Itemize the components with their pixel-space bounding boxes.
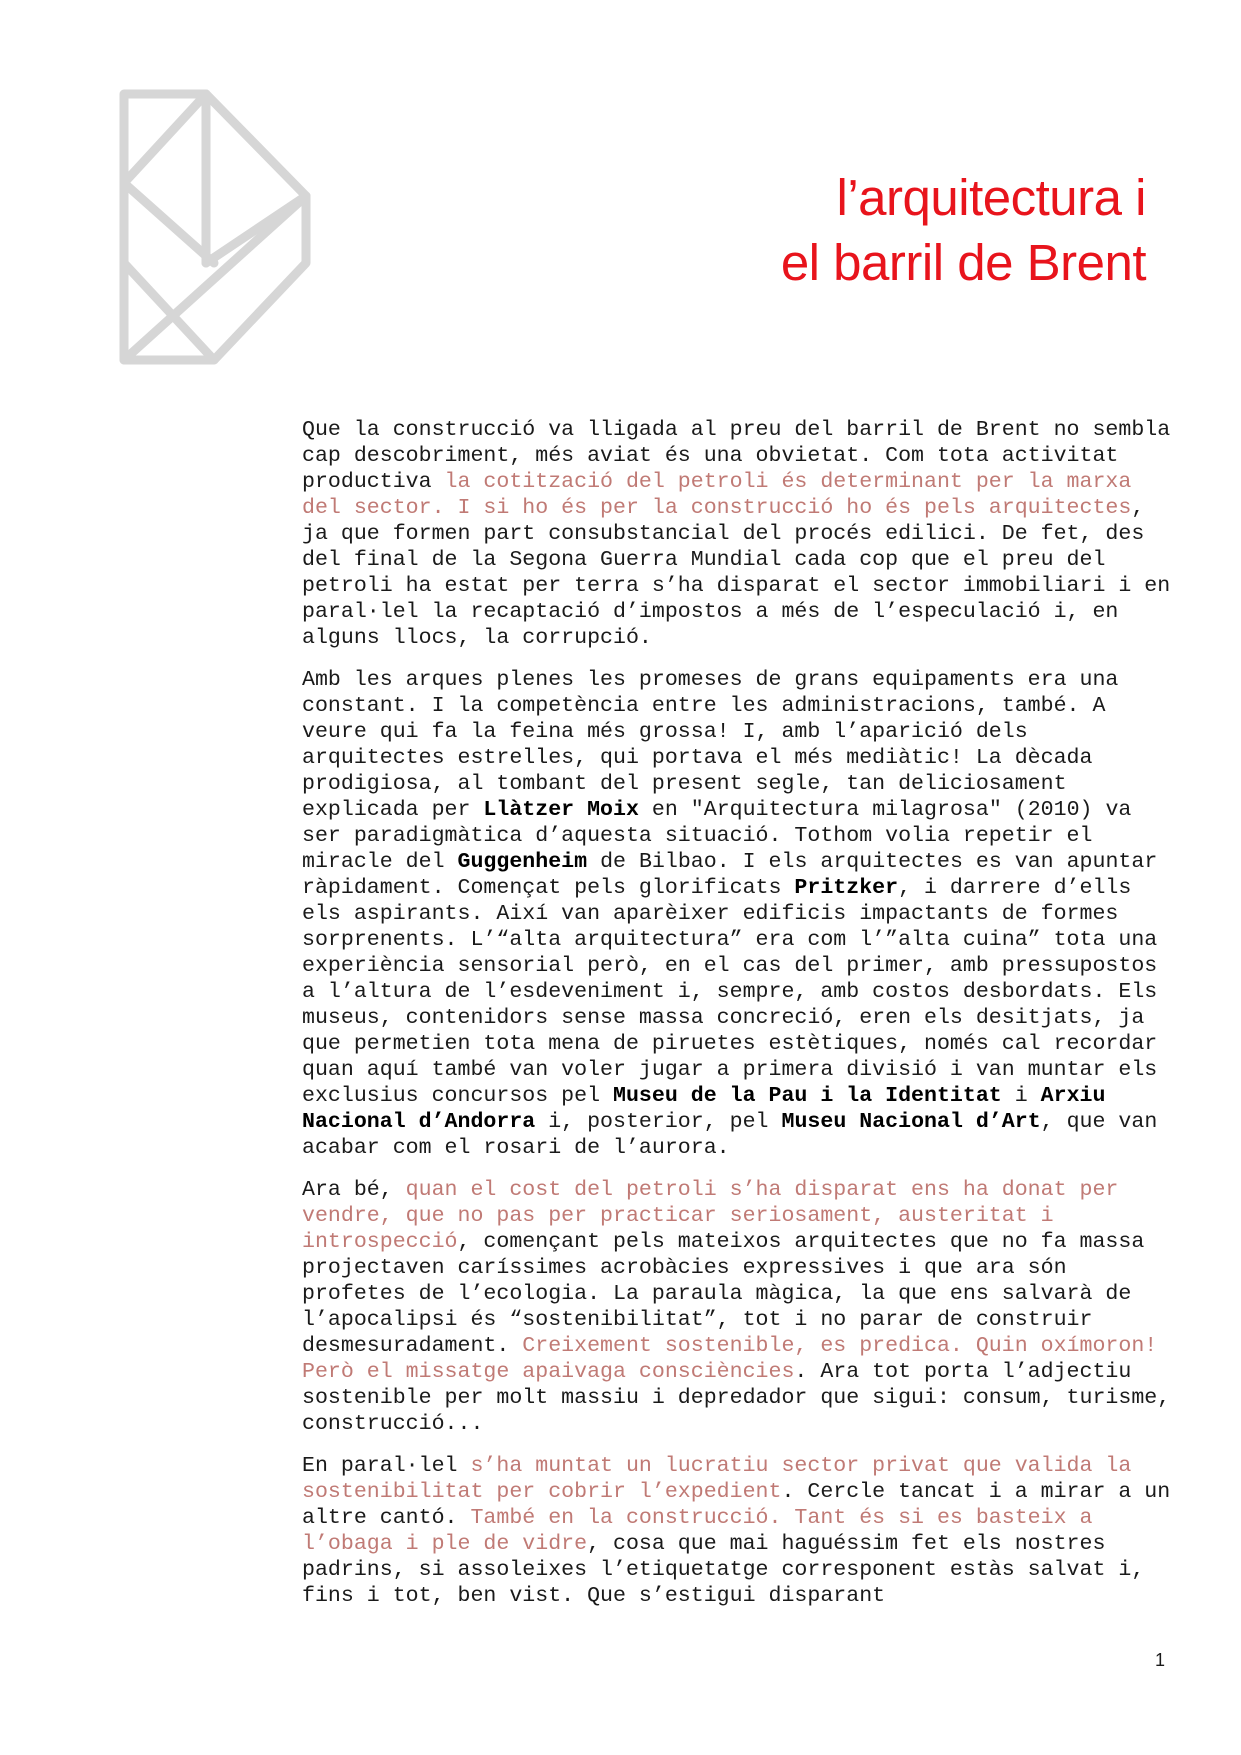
highlighted-text: la cotització del petroli és determinant per la marxa del sector. I si ho és per la construcció ho és pels arquitectes: [302, 470, 1132, 520]
highlighted-text: També en la construcció. Tant és si es basteix a l’obaga i ple de vidre: [302, 1506, 1093, 1556]
title-line-2: el barril de Brent: [780, 234, 1146, 291]
paragraph-3: [302, 1177, 1182, 1437]
text-run: , i darrere d’ells els aspirants. Així van aparèixer edificis impactants de formes sorprenents. L’“alta arquitectura” era com l’”alta cuina” tota una experiència sensorial però, en el cas del primer, amb pressupostos a l’altura de l’esdeveniment i, sempre, amb costos desbordats. Els museus, contenidors sense massa concreció, eren els desitjats, ja que permetien tota mena de piruetes estètiques, només cal recordar quan aquí també van voler jugar a primera divisió i van muntar els exclusius concursos pel: [302, 876, 1158, 1108]
title-line-1: l’arquitectura i: [836, 169, 1146, 226]
text-run: en "Arquitectura milagrosa" (2010) va ser paradigmàtica d’aquesta situació. Tothom volia repetir el miracle del: [302, 798, 1132, 874]
text-run: . Ara tot porta l’adjectiu sostenible per molt massiu i depredador que sigui: consum, turisme, construcció...: [302, 1360, 1171, 1436]
bold-name: Museu Nacional d’Art: [781, 1110, 1041, 1134]
bold-name: Museu de la Pau i la Identitat: [613, 1084, 1002, 1108]
paragraph-2: [302, 667, 1182, 1161]
text-run: , començant pels mateixos arquitectes que no fa massa projectaven caríssimes acrobàcies expressives i que ara són profetes de l’ecologia. La paraula màgica, la que ens salvarà de l’apocalipsi és “sostenibilitat”, tot i no parar de construir desmesuradament.: [302, 1230, 1145, 1358]
bold-name: Guggenheim: [457, 850, 588, 874]
page-number: 1: [1155, 1650, 1166, 1670]
text-run: , ja que formen part consubstancial del procés edilici. De fet, des del final de la Segona Guerra Mundial cada cop que el preu del petroli ha estat per terra s’ha disparat el sector immobiliari i en paral·lel la recaptació d’impostos a més de l’especulació i, en alguns llocs, la corrupció.: [302, 496, 1171, 650]
paragraph-4: [302, 1453, 1182, 1609]
text-run: de Bilbao. I els arquitectes es van apuntar ràpidament. Començat pels glorificats: [302, 850, 1158, 900]
text-run: En paral·lel: [302, 1454, 471, 1478]
text-run: Que la construcció va lligada al preu del barril de Brent no sembla cap descobriment, més aviat és una obvietat. Com tota activitat productiva: [302, 418, 1171, 494]
bold-name: Pritzker: [794, 876, 899, 900]
geometric-outline-logo-icon: [118, 88, 314, 366]
highlighted-text: s’ha muntat un lucratiu sector privat que valida la sostenibilitat per cobrir l’expedient: [302, 1454, 1132, 1504]
text-run: . Cercle tancat i a mirar a un altre cantó.: [302, 1480, 1171, 1530]
text-run: i: [1001, 1084, 1041, 1108]
bold-name: Llàtzer Moix: [483, 798, 639, 822]
text-run: Amb les arques plenes les promeses de grans equipaments era una constant. I la competència entre les administracions, també. A veure qui fa la feina més grossa! I, amb l’aparició dels arquitectes estrelles, qui portava el més mediàtic! La dècada prodigiosa, al tombant del present segle, tan deliciosament explicada per: [302, 668, 1119, 822]
highlighted-text: Creixement sostenible, es predica. Quin oxímoron! Però el missatge apaivaga consciències: [302, 1334, 1158, 1384]
highlighted-text: quan el cost del petroli s’ha disparat ens ha donat per vendre, que no pas per practicar seriosament, austeritat i introspecció: [302, 1178, 1119, 1254]
document-title: [781, 165, 1146, 295]
text-run: Ara bé,: [302, 1178, 406, 1202]
bold-name: Arxiu Nacional d’Andorra: [302, 1084, 1106, 1134]
text-run: , cosa que mai haguéssim fet els nostres padrins, si assoleixes l’etiquetatge corresponent estàs salvat i, fins i tot, ben vist. Que s’estigui disparant: [302, 1532, 1145, 1608]
text-run: , que van acabar com el rosari de l’aurora.: [302, 1110, 1158, 1160]
paragraph-1: [302, 417, 1182, 651]
text-run: i, posterior, pel: [535, 1110, 782, 1134]
article-body: [302, 417, 1182, 1625]
